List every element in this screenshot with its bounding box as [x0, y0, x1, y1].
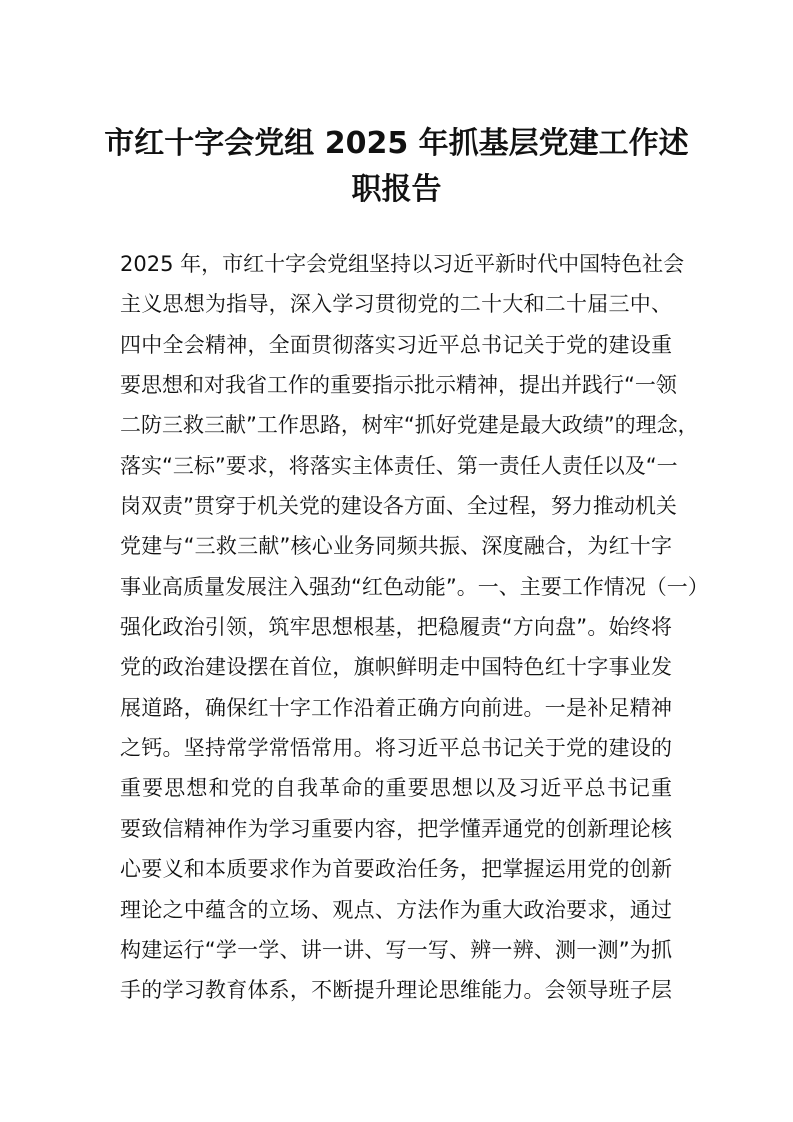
body-text-line: 二防三救三献”工作思路，树牢“抓好党建是最大政绩”的理念， — [120, 413, 699, 438]
document-title-line-2: 职报告 — [351, 172, 442, 207]
body-text-line: 要思想和对我省工作的重要指示批示精神，提出并践行“一领 — [120, 373, 677, 398]
body-text-line: 事业高质量发展注入强劲“红色动能”。一、主要工作情况（一） — [120, 574, 709, 599]
body-text-line: 重要思想和党的自我革命的重要思想以及习近平总书记重 — [120, 776, 672, 801]
body-text-line: 理论之中蕴含的立场、观点、方法作为重大政治要求，通过 — [120, 897, 672, 922]
body-text-line: 落实“三标”要求，将落实主体责任、第一责任人责任以及“一 — [120, 453, 678, 478]
body-text-line: 主义思想为指导，深入学习贯彻党的二十大和二十届三中、 — [120, 292, 672, 317]
body-text-line: 四中全会精神，全面贯彻落实习近平总书记关于党的建设重 — [120, 332, 672, 357]
body-text-line: 党的政治建设摆在首位，旗帜鲜明走中国特色红十字事业发 — [120, 655, 672, 680]
body-text-line: 要致信精神作为学习重要内容，把学懂弄通党的创新理论核 — [120, 816, 672, 841]
body-text-line: 岗双责”贯穿于机关党的建设各方面、全过程，努力推动机关 — [120, 494, 677, 519]
body-text-line: 展道路，确保红十字工作沿着正确方向前进。一是补足精神 — [120, 695, 672, 720]
document-title-line-1: 市红十字会党组 2025 年抓基层党建工作述 — [104, 126, 689, 161]
body-text-line: 构建运行“学一学、讲一讲、写一写、辨一辨、测一测”为抓 — [120, 937, 672, 962]
body-text-line: 党建与“三救三献”核心业务同频共振、深度融合，为红十字 — [120, 534, 672, 559]
body-text-line: 2025 年，市红十字会党组坚持以习近平新时代中国特色社会 — [120, 252, 685, 276]
body-text-line: 之钙。坚持常学常悟常用。将习近平总书记关于党的建设的 — [120, 736, 672, 761]
body-text-line: 手的学习教育体系，不断提升理论思维能力。会领导班子层 — [120, 978, 672, 1003]
document-body — [120, 244, 709, 1011]
body-text-line: 心要义和本质要求作为首要政治任务，把掌握运用党的创新 — [120, 857, 672, 882]
body-text-line: 强化政治引领，筑牢思想根基，把稳履责“方向盘”。始终将 — [120, 615, 672, 640]
